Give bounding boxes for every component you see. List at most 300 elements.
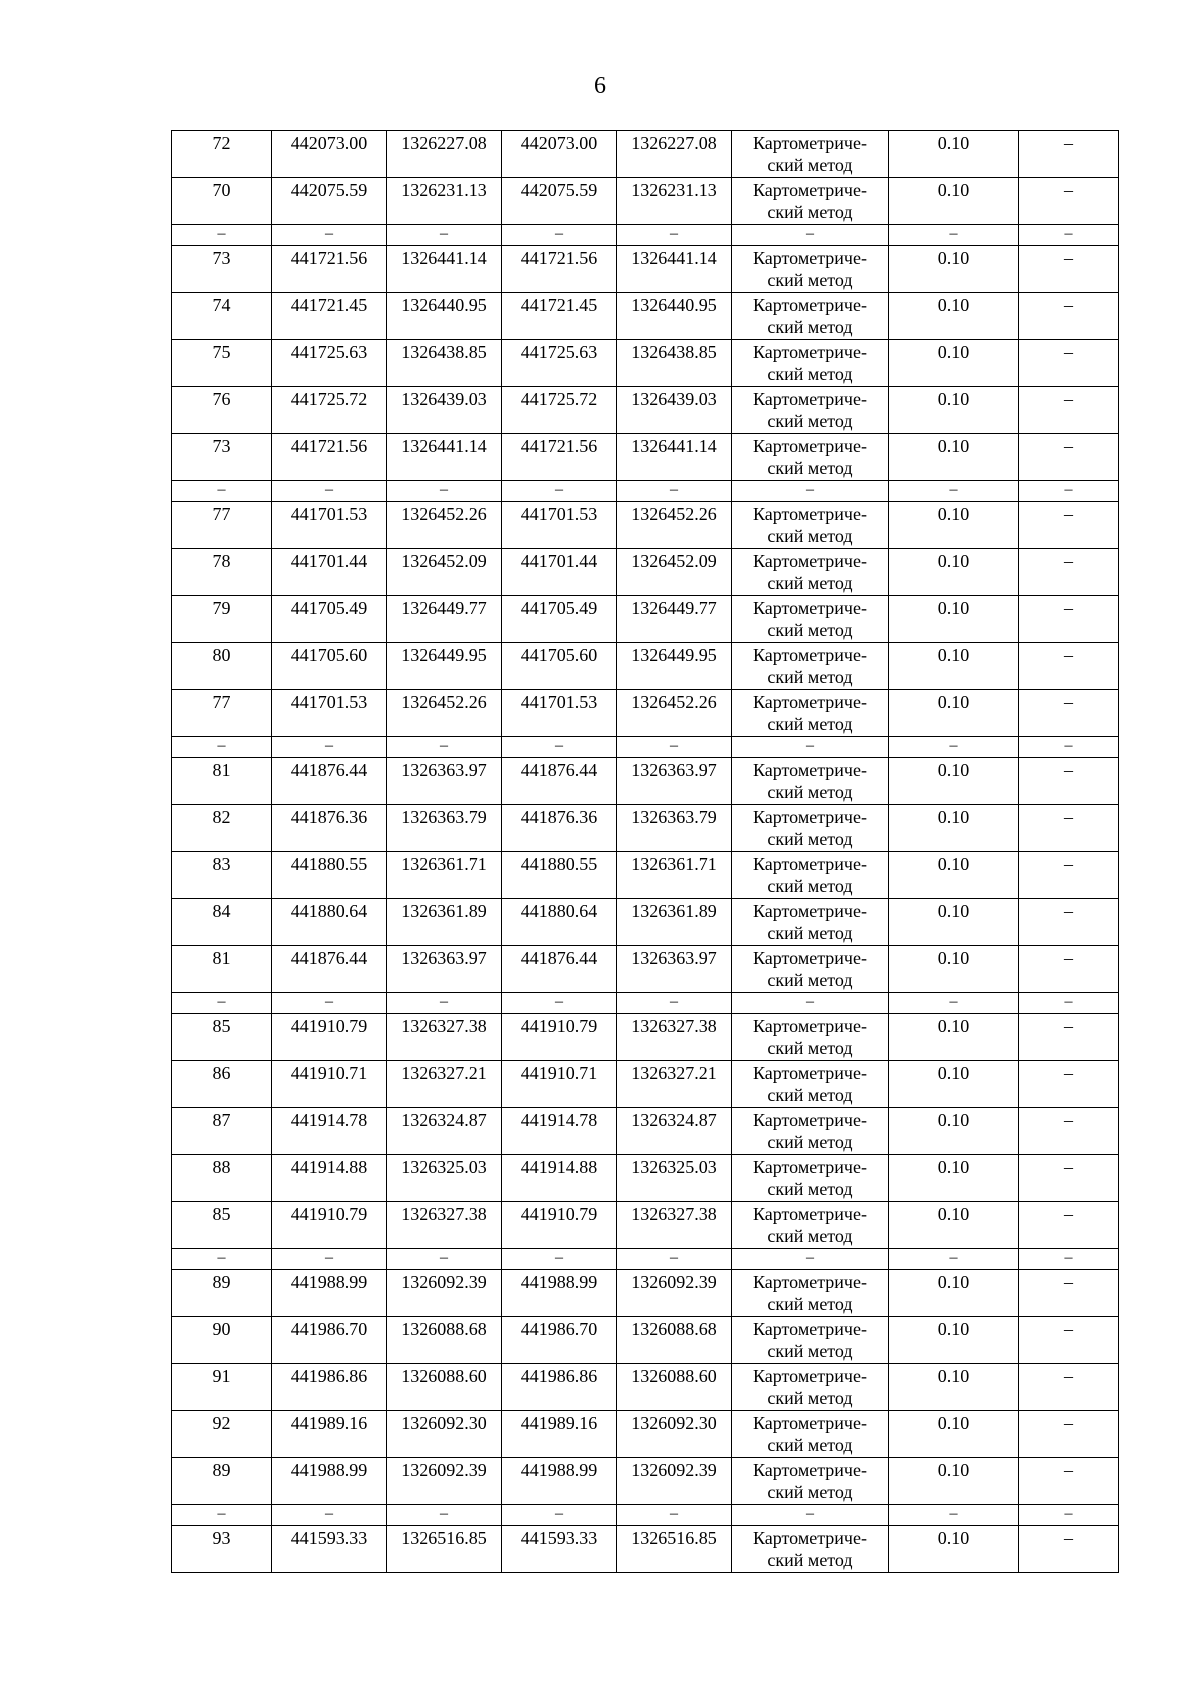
y-new-cell: 1326092.30: [617, 1411, 732, 1458]
point-number-cell: 70: [172, 178, 272, 225]
x-existing-cell: 441876.44: [272, 758, 387, 805]
y-new-cell: 1326325.03: [617, 1155, 732, 1202]
x-new-cell: 441914.88: [502, 1155, 617, 1202]
y-existing-cell: 1326441.14: [387, 246, 502, 293]
method-cell: [732, 549, 889, 596]
point-number-cell: 86: [172, 1061, 272, 1108]
y-new-cell: 1326092.39: [617, 1458, 732, 1505]
note-cell: –: [1019, 805, 1119, 852]
point-number-cell: 75: [172, 340, 272, 387]
separator-cell: –: [889, 1505, 1019, 1526]
precision-cell: 0.10: [889, 502, 1019, 549]
x-new-cell: 441721.56: [502, 434, 617, 481]
x-new-cell: 441880.55: [502, 852, 617, 899]
y-new-cell: 1326440.95: [617, 293, 732, 340]
y-new-cell: 1326441.14: [617, 434, 732, 481]
y-new-cell: 1326452.09: [617, 549, 732, 596]
y-new-cell: 1326439.03: [617, 387, 732, 434]
x-new-cell: 441593.33: [502, 1526, 617, 1573]
y-existing-cell: 1326452.26: [387, 690, 502, 737]
separator-cell: –: [387, 1505, 502, 1526]
precision-cell: 0.10: [889, 1458, 1019, 1505]
method-line-2: ский метод: [767, 714, 853, 734]
point-number-cell: 74: [172, 293, 272, 340]
separator-cell: –: [1019, 1505, 1119, 1526]
separator-cell: –: [172, 1249, 272, 1270]
method-line-2: ский метод: [767, 1132, 853, 1152]
separator-cell: –: [617, 481, 732, 502]
separator-cell: –: [1019, 737, 1119, 758]
method-line-2: ский метод: [767, 1550, 853, 1570]
separator-row: [172, 481, 1119, 502]
point-number-cell: 73: [172, 434, 272, 481]
method-line-1: Картометриче-: [753, 1204, 867, 1224]
table-row: [172, 946, 1119, 993]
point-number-cell: 93: [172, 1526, 272, 1573]
method-line-1: Картометриче-: [753, 948, 867, 968]
method-line-2: ский метод: [767, 829, 853, 849]
point-number-cell: 92: [172, 1411, 272, 1458]
page-number: 6: [594, 73, 606, 99]
separator-cell: –: [889, 993, 1019, 1014]
method-cell: [732, 1411, 889, 1458]
x-existing-cell: 441988.99: [272, 1270, 387, 1317]
point-number-cell: 85: [172, 1014, 272, 1061]
y-existing-cell: 1326324.87: [387, 1108, 502, 1155]
method-cell: [732, 1202, 889, 1249]
y-new-cell: 1326441.14: [617, 246, 732, 293]
point-number-cell: 83: [172, 852, 272, 899]
table-row: [172, 1411, 1119, 1458]
table-row: [172, 1364, 1119, 1411]
note-cell: –: [1019, 690, 1119, 737]
method-line-1: Картометриче-: [753, 1366, 867, 1386]
method-cell: [732, 852, 889, 899]
x-new-cell: 441880.64: [502, 899, 617, 946]
table-row: [172, 690, 1119, 737]
method-cell: [732, 246, 889, 293]
separator-cell: –: [272, 993, 387, 1014]
precision-cell: 0.10: [889, 178, 1019, 225]
y-existing-cell: 1326327.38: [387, 1014, 502, 1061]
coordinates-table: [171, 130, 1119, 1573]
method-line-1: Картометриче-: [753, 248, 867, 268]
table-row: [172, 758, 1119, 805]
method-cell: [732, 1364, 889, 1411]
separator-cell: –: [889, 225, 1019, 246]
method-cell: [732, 1014, 889, 1061]
y-new-cell: 1326361.71: [617, 852, 732, 899]
x-new-cell: 441988.99: [502, 1458, 617, 1505]
separator-cell: –: [172, 225, 272, 246]
separator-cell: –: [1019, 993, 1119, 1014]
x-new-cell: 441721.45: [502, 293, 617, 340]
method-line-2: ский метод: [767, 782, 853, 802]
method-cell: [732, 643, 889, 690]
x-new-cell: 441705.60: [502, 643, 617, 690]
separator-cell: –: [387, 1249, 502, 1270]
note-cell: –: [1019, 131, 1119, 178]
method-cell: [732, 1526, 889, 1573]
method-cell: [732, 1061, 889, 1108]
method-line-1: Картометриче-: [753, 1063, 867, 1083]
method-line-2: ский метод: [767, 202, 853, 222]
point-number-cell: 87: [172, 1108, 272, 1155]
note-cell: –: [1019, 434, 1119, 481]
method-line-1: Картометриче-: [753, 133, 867, 153]
separator-cell: –: [732, 1249, 889, 1270]
point-number-cell: 90: [172, 1317, 272, 1364]
method-line-1: Картометриче-: [753, 807, 867, 827]
table-row: [172, 246, 1119, 293]
x-existing-cell: 441989.16: [272, 1411, 387, 1458]
method-line-2: ский метод: [767, 1388, 853, 1408]
separator-cell: –: [272, 481, 387, 502]
precision-cell: 0.10: [889, 946, 1019, 993]
precision-cell: 0.10: [889, 1108, 1019, 1155]
method-line-2: ский метод: [767, 1038, 853, 1058]
y-new-cell: 1326452.26: [617, 690, 732, 737]
table-body: [172, 131, 1119, 1573]
x-existing-cell: 441701.44: [272, 549, 387, 596]
separator-row: [172, 993, 1119, 1014]
x-new-cell: 441910.71: [502, 1061, 617, 1108]
x-existing-cell: 441701.53: [272, 502, 387, 549]
precision-cell: 0.10: [889, 246, 1019, 293]
y-existing-cell: 1326231.13: [387, 178, 502, 225]
method-line-2: ский метод: [767, 1294, 853, 1314]
table-row: [172, 549, 1119, 596]
y-new-cell: 1326449.95: [617, 643, 732, 690]
y-existing-cell: 1326361.89: [387, 899, 502, 946]
method-line-2: ский метод: [767, 1435, 853, 1455]
x-existing-cell: 441593.33: [272, 1526, 387, 1573]
method-line-1: Картометриче-: [753, 295, 867, 315]
precision-cell: 0.10: [889, 1202, 1019, 1249]
separator-cell: –: [172, 737, 272, 758]
table-row: [172, 1317, 1119, 1364]
precision-cell: 0.10: [889, 1411, 1019, 1458]
y-existing-cell: 1326440.95: [387, 293, 502, 340]
separator-cell: –: [617, 1249, 732, 1270]
precision-cell: 0.10: [889, 1364, 1019, 1411]
method-line-2: ский метод: [767, 1482, 853, 1502]
x-existing-cell: 441910.79: [272, 1014, 387, 1061]
point-number-cell: 76: [172, 387, 272, 434]
y-existing-cell: 1326227.08: [387, 131, 502, 178]
y-new-cell: 1326231.13: [617, 178, 732, 225]
method-line-2: ский метод: [767, 317, 853, 337]
x-existing-cell: 441914.88: [272, 1155, 387, 1202]
note-cell: –: [1019, 1270, 1119, 1317]
table-row: [172, 1061, 1119, 1108]
precision-cell: 0.10: [889, 1270, 1019, 1317]
x-new-cell: 441725.63: [502, 340, 617, 387]
separator-cell: –: [502, 1249, 617, 1270]
x-new-cell: 441721.56: [502, 246, 617, 293]
y-existing-cell: 1326449.95: [387, 643, 502, 690]
separator-cell: –: [172, 993, 272, 1014]
point-number-cell: 89: [172, 1458, 272, 1505]
y-new-cell: 1326327.38: [617, 1014, 732, 1061]
x-existing-cell: 441721.45: [272, 293, 387, 340]
table-row: [172, 131, 1119, 178]
y-new-cell: 1326363.97: [617, 758, 732, 805]
separator-cell: –: [1019, 225, 1119, 246]
method-line-2: ский метод: [767, 155, 853, 175]
method-line-1: Картометриче-: [753, 1157, 867, 1177]
separator-cell: –: [617, 993, 732, 1014]
y-existing-cell: 1326452.26: [387, 502, 502, 549]
note-cell: –: [1019, 596, 1119, 643]
method-line-2: ский метод: [767, 876, 853, 896]
x-new-cell: 441910.79: [502, 1014, 617, 1061]
separator-row: [172, 737, 1119, 758]
note-cell: –: [1019, 1061, 1119, 1108]
method-cell: [732, 293, 889, 340]
method-line-1: Картометриче-: [753, 389, 867, 409]
precision-cell: 0.10: [889, 434, 1019, 481]
x-new-cell: 441986.86: [502, 1364, 617, 1411]
table-row: [172, 643, 1119, 690]
y-existing-cell: 1326092.39: [387, 1270, 502, 1317]
point-number-cell: 81: [172, 758, 272, 805]
method-line-1: Картометриче-: [753, 1110, 867, 1130]
separator-cell: –: [617, 737, 732, 758]
precision-cell: 0.10: [889, 690, 1019, 737]
y-existing-cell: 1326449.77: [387, 596, 502, 643]
y-new-cell: 1326361.89: [617, 899, 732, 946]
separator-cell: –: [502, 737, 617, 758]
method-cell: [732, 434, 889, 481]
separator-cell: –: [732, 225, 889, 246]
separator-cell: –: [1019, 481, 1119, 502]
x-new-cell: 441701.44: [502, 549, 617, 596]
separator-row: [172, 225, 1119, 246]
x-existing-cell: 441705.49: [272, 596, 387, 643]
y-new-cell: 1326438.85: [617, 340, 732, 387]
x-new-cell: 441986.70: [502, 1317, 617, 1364]
y-new-cell: 1326088.60: [617, 1364, 732, 1411]
point-number-cell: 85: [172, 1202, 272, 1249]
method-cell: [732, 899, 889, 946]
method-cell: [732, 502, 889, 549]
method-line-1: Картометриче-: [753, 645, 867, 665]
separator-cell: –: [387, 993, 502, 1014]
precision-cell: 0.10: [889, 131, 1019, 178]
method-cell: [732, 131, 889, 178]
separator-cell: –: [387, 481, 502, 502]
method-line-2: ский метод: [767, 620, 853, 640]
method-cell: [732, 596, 889, 643]
y-existing-cell: 1326452.09: [387, 549, 502, 596]
table-row: [172, 899, 1119, 946]
x-existing-cell: 441721.56: [272, 246, 387, 293]
y-new-cell: 1326227.08: [617, 131, 732, 178]
point-number-cell: 88: [172, 1155, 272, 1202]
method-line-1: Картометриче-: [753, 1460, 867, 1480]
separator-row: [172, 1505, 1119, 1526]
table-row: [172, 1270, 1119, 1317]
point-number-cell: 78: [172, 549, 272, 596]
x-existing-cell: 442073.00: [272, 131, 387, 178]
precision-cell: 0.10: [889, 1526, 1019, 1573]
method-cell: [732, 1108, 889, 1155]
table-row: [172, 1526, 1119, 1573]
separator-cell: –: [1019, 1249, 1119, 1270]
separator-cell: –: [272, 1249, 387, 1270]
y-existing-cell: 1326088.60: [387, 1364, 502, 1411]
method-line-1: Картометриче-: [753, 180, 867, 200]
table-row: [172, 1108, 1119, 1155]
method-line-2: ский метод: [767, 573, 853, 593]
y-new-cell: 1326324.87: [617, 1108, 732, 1155]
method-line-1: Картометриче-: [753, 342, 867, 362]
x-new-cell: 441876.44: [502, 946, 617, 993]
x-existing-cell: 441914.78: [272, 1108, 387, 1155]
x-new-cell: 442073.00: [502, 131, 617, 178]
point-number-cell: 82: [172, 805, 272, 852]
x-new-cell: 441914.78: [502, 1108, 617, 1155]
table-row: [172, 1155, 1119, 1202]
note-cell: –: [1019, 293, 1119, 340]
method-line-1: Картометриче-: [753, 436, 867, 456]
x-new-cell: 441989.16: [502, 1411, 617, 1458]
method-line-1: Картометриче-: [753, 1272, 867, 1292]
separator-cell: –: [617, 1505, 732, 1526]
x-new-cell: 441701.53: [502, 690, 617, 737]
point-number-cell: 81: [172, 946, 272, 993]
note-cell: –: [1019, 246, 1119, 293]
method-line-2: ский метод: [767, 1226, 853, 1246]
method-line-2: ский метод: [767, 270, 853, 290]
note-cell: –: [1019, 946, 1119, 993]
separator-cell: –: [387, 225, 502, 246]
separator-cell: –: [387, 737, 502, 758]
separator-cell: –: [732, 993, 889, 1014]
method-line-2: ский метод: [767, 923, 853, 943]
note-cell: –: [1019, 643, 1119, 690]
y-existing-cell: 1326441.14: [387, 434, 502, 481]
method-line-1: Картометриче-: [753, 692, 867, 712]
x-new-cell: 441701.53: [502, 502, 617, 549]
method-line-1: Картометриче-: [753, 1413, 867, 1433]
note-cell: –: [1019, 1411, 1119, 1458]
y-existing-cell: 1326361.71: [387, 852, 502, 899]
separator-cell: –: [732, 481, 889, 502]
method-line-1: Картометриче-: [753, 1528, 867, 1548]
y-new-cell: 1326092.39: [617, 1270, 732, 1317]
method-cell: [732, 1270, 889, 1317]
y-new-cell: 1326327.38: [617, 1202, 732, 1249]
method-line-2: ский метод: [767, 526, 853, 546]
note-cell: –: [1019, 1108, 1119, 1155]
y-existing-cell: 1326363.97: [387, 946, 502, 993]
method-cell: [732, 387, 889, 434]
separator-cell: –: [889, 1249, 1019, 1270]
y-existing-cell: 1326325.03: [387, 1155, 502, 1202]
y-new-cell: 1326363.79: [617, 805, 732, 852]
separator-cell: –: [272, 1505, 387, 1526]
precision-cell: 0.10: [889, 293, 1019, 340]
method-line-2: ский метод: [767, 1085, 853, 1105]
separator-cell: –: [889, 481, 1019, 502]
x-new-cell: 441988.99: [502, 1270, 617, 1317]
note-cell: –: [1019, 1317, 1119, 1364]
separator-cell: –: [272, 225, 387, 246]
x-new-cell: 441876.44: [502, 758, 617, 805]
method-line-1: Картометриче-: [753, 760, 867, 780]
y-existing-cell: 1326439.03: [387, 387, 502, 434]
x-existing-cell: 441986.70: [272, 1317, 387, 1364]
method-line-1: Картометриче-: [753, 901, 867, 921]
precision-cell: 0.10: [889, 549, 1019, 596]
x-existing-cell: 441880.55: [272, 852, 387, 899]
y-existing-cell: 1326363.97: [387, 758, 502, 805]
method-cell: [732, 1458, 889, 1505]
method-line-2: ский метод: [767, 458, 853, 478]
y-new-cell: 1326516.85: [617, 1526, 732, 1573]
method-line-2: ский метод: [767, 411, 853, 431]
separator-cell: –: [732, 1505, 889, 1526]
note-cell: –: [1019, 178, 1119, 225]
point-number-cell: 72: [172, 131, 272, 178]
separator-cell: –: [732, 737, 889, 758]
x-new-cell: 441876.36: [502, 805, 617, 852]
precision-cell: 0.10: [889, 340, 1019, 387]
table-row: [172, 340, 1119, 387]
table-row: [172, 502, 1119, 549]
separator-cell: –: [502, 993, 617, 1014]
method-line-2: ский метод: [767, 364, 853, 384]
table-row: [172, 596, 1119, 643]
note-cell: –: [1019, 1014, 1119, 1061]
x-existing-cell: 441880.64: [272, 899, 387, 946]
x-existing-cell: 441910.79: [272, 1202, 387, 1249]
y-existing-cell: 1326516.85: [387, 1526, 502, 1573]
table-row: [172, 178, 1119, 225]
x-existing-cell: 441705.60: [272, 643, 387, 690]
precision-cell: 0.10: [889, 852, 1019, 899]
separator-cell: –: [272, 737, 387, 758]
y-new-cell: 1326088.68: [617, 1317, 732, 1364]
note-cell: –: [1019, 758, 1119, 805]
point-number-cell: 77: [172, 690, 272, 737]
y-existing-cell: 1326092.30: [387, 1411, 502, 1458]
note-cell: –: [1019, 1202, 1119, 1249]
precision-cell: 0.10: [889, 1061, 1019, 1108]
y-new-cell: 1326452.26: [617, 502, 732, 549]
x-existing-cell: 442075.59: [272, 178, 387, 225]
method-line-1: Картометриче-: [753, 1016, 867, 1036]
precision-cell: 0.10: [889, 643, 1019, 690]
note-cell: –: [1019, 387, 1119, 434]
precision-cell: 0.10: [889, 1317, 1019, 1364]
method-line-1: Картометриче-: [753, 551, 867, 571]
point-number-cell: 77: [172, 502, 272, 549]
point-number-cell: 84: [172, 899, 272, 946]
x-existing-cell: 441876.36: [272, 805, 387, 852]
method-line-1: Картометриче-: [753, 854, 867, 874]
note-cell: –: [1019, 340, 1119, 387]
precision-cell: 0.10: [889, 805, 1019, 852]
table-row: [172, 293, 1119, 340]
x-new-cell: 442075.59: [502, 178, 617, 225]
point-number-cell: 79: [172, 596, 272, 643]
y-new-cell: 1326363.97: [617, 946, 732, 993]
x-existing-cell: 441910.71: [272, 1061, 387, 1108]
table-row: [172, 805, 1119, 852]
